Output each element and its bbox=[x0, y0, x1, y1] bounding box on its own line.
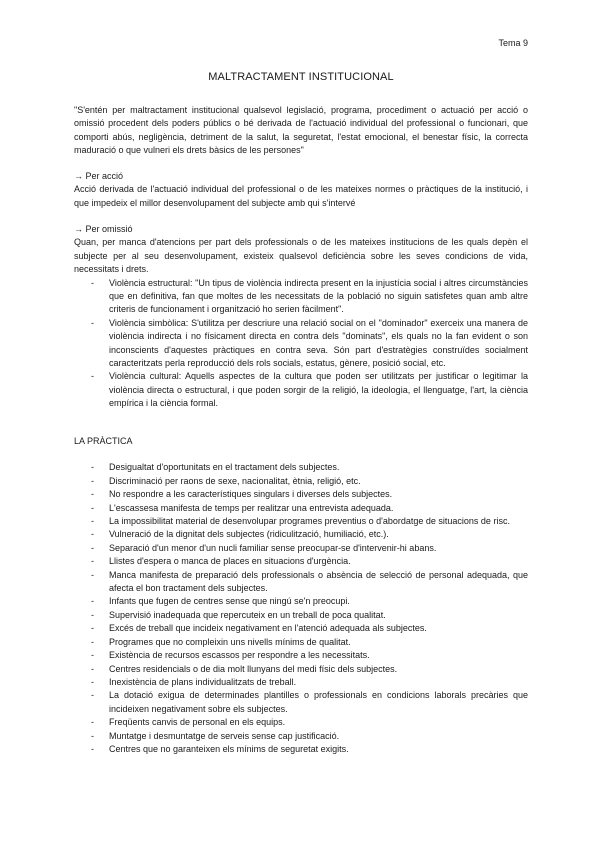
practica-section bbox=[74, 435, 528, 756]
list-item: - Infants que fugen de centres sense que ningú se'n preocupi. bbox=[74, 595, 528, 608]
list-item: - Desigualtat d'oportunitats en el tractament dels subjectes. bbox=[74, 461, 528, 474]
list-item: - Violència simbòlica: S'utilitza per descriure una relació social on el "dominador" exerceix una manera de violència indirecta i no físicament directa en contra dels "dominats", els quals no la fan evident o son inconscients d'aquestes pràctiques en contra seva. Són part d'estratègies construïdes socialment caracteritzats perla reproducció dels rols socials, estatus, gènere, posició social, etc. bbox=[74, 317, 528, 371]
list-item: - Existència de recursos escassos per respondre a les necessitats. bbox=[74, 649, 528, 662]
list-item: - Separació d'un menor d'un nucli familiar sense preocupar-se d'intervenir-hi abans. bbox=[74, 542, 528, 555]
list-item: - Discriminació per raons de sexe, nacionalitat, ètnia, religió, etc. bbox=[74, 475, 528, 488]
list-item: - Violència estructural: "Un tipus de violència indirecta present en la injustícia social i altres circumstàncies que en definitiva, fan que moltes de les necessitats de la població no siguin satisfetes quan amb altre criteris de funcionament i organització ho serien fàcilment". bbox=[74, 277, 528, 317]
list-item: - Manca manifesta de preparació dels professionals o absència de selecció de personal adequada, que afecta el bon tractament dels subjectes. bbox=[74, 569, 528, 596]
topic-label: Tema 9 bbox=[498, 38, 528, 48]
practica-list bbox=[74, 461, 528, 756]
list-item: - Vulneració de la dignitat dels subjectes (ridiculització, humiliació, etc.). bbox=[74, 528, 528, 541]
list-item: - Violència cultural: Aquells aspectes de la cultura que poden ser utilitzats per justificar o legitimar la violència directa o estructural, i que poden sorgir de la religió, la ideologia, el llenguatge, l'art, la ciència empírica i la ciència formal. bbox=[74, 370, 528, 410]
per-accio-text: Acció derivada de l'actuació individual del professional o de les mateixes normes o pràctiques de la institució, i que impedeix el millor desenvolupament del subjecte amb qui s'intervé bbox=[74, 184, 528, 208]
list-item: - No respondre a les característiques singulars i diverses dels subjectes. bbox=[74, 488, 528, 501]
list-item: - Supervisió inadequada que repercuteix en un treball de poca qualitat. bbox=[74, 609, 528, 622]
page-title: MALTRACTAMENT INSTITUCIONAL bbox=[208, 71, 394, 83]
list-item: - Freqüents canvis de personal en els equips. bbox=[74, 716, 528, 729]
list-item: - L'escassesa manifesta de temps per realitzar una entrevista adequada. bbox=[74, 502, 528, 515]
definition-text: "S'entén per maltractament institucional qualsevol legislació, programa, procediment o actuació per acció o omissió procedent dels poders públics o bé derivada de l'actuació individual del professional o funcionari, que comporti abús, negligència, detriment de la salut, la seguretat, l'estat emocional, el benestar físic, la correcta maduració o que vulneri els drets bàsics de les persones" bbox=[74, 105, 528, 156]
list-item: - Llistes d'espera o manca de places en situacions d'urgència. bbox=[74, 555, 528, 568]
list-item: - Programes que no compleixin uns nivells mínims de qualitat. bbox=[74, 636, 528, 649]
practica-heading: LA PRÀCTICA bbox=[74, 436, 133, 446]
per-accio-section bbox=[74, 170, 528, 210]
list-item: - La dotació exigua de determinades plantilles o professionals en condicions laborals precàries que incideixen negativament sobre els subjectes. bbox=[74, 689, 528, 716]
per-omissio-section bbox=[74, 223, 528, 411]
violence-types-list bbox=[74, 277, 528, 411]
list-item: - Centres residencials o de dia molt llunyans del medi físic dels subjectes. bbox=[74, 663, 528, 676]
list-item: - Centres que no garanteixen els mínims de seguretat exigits. bbox=[74, 743, 528, 756]
per-omissio-heading: → Per omissió bbox=[74, 224, 133, 234]
per-omissio-text: Quan, per manca d'atencions per part dels professionals o de les mateixes institucions de les quals depèn el subjecte per al seu desenvolupament, existeix qualsevol deficiència sobre les seves condicions de vida, necessitats i drets. bbox=[74, 237, 528, 275]
list-item: - Muntatge i desmuntatge de serveis sense cap justificació. bbox=[74, 730, 528, 743]
list-item: - La impossibilitat material de desenvolupar programes preventius o d'abordatge de situacions de risc. bbox=[74, 515, 528, 528]
list-item: - Inexistència de plans individualitzats de treball. bbox=[74, 676, 528, 689]
definition-block bbox=[74, 104, 528, 158]
per-accio-heading: → Per acció bbox=[74, 171, 124, 181]
list-item: - Excés de treball que incideix negativament en l'atenció adequada als subjectes. bbox=[74, 622, 528, 635]
